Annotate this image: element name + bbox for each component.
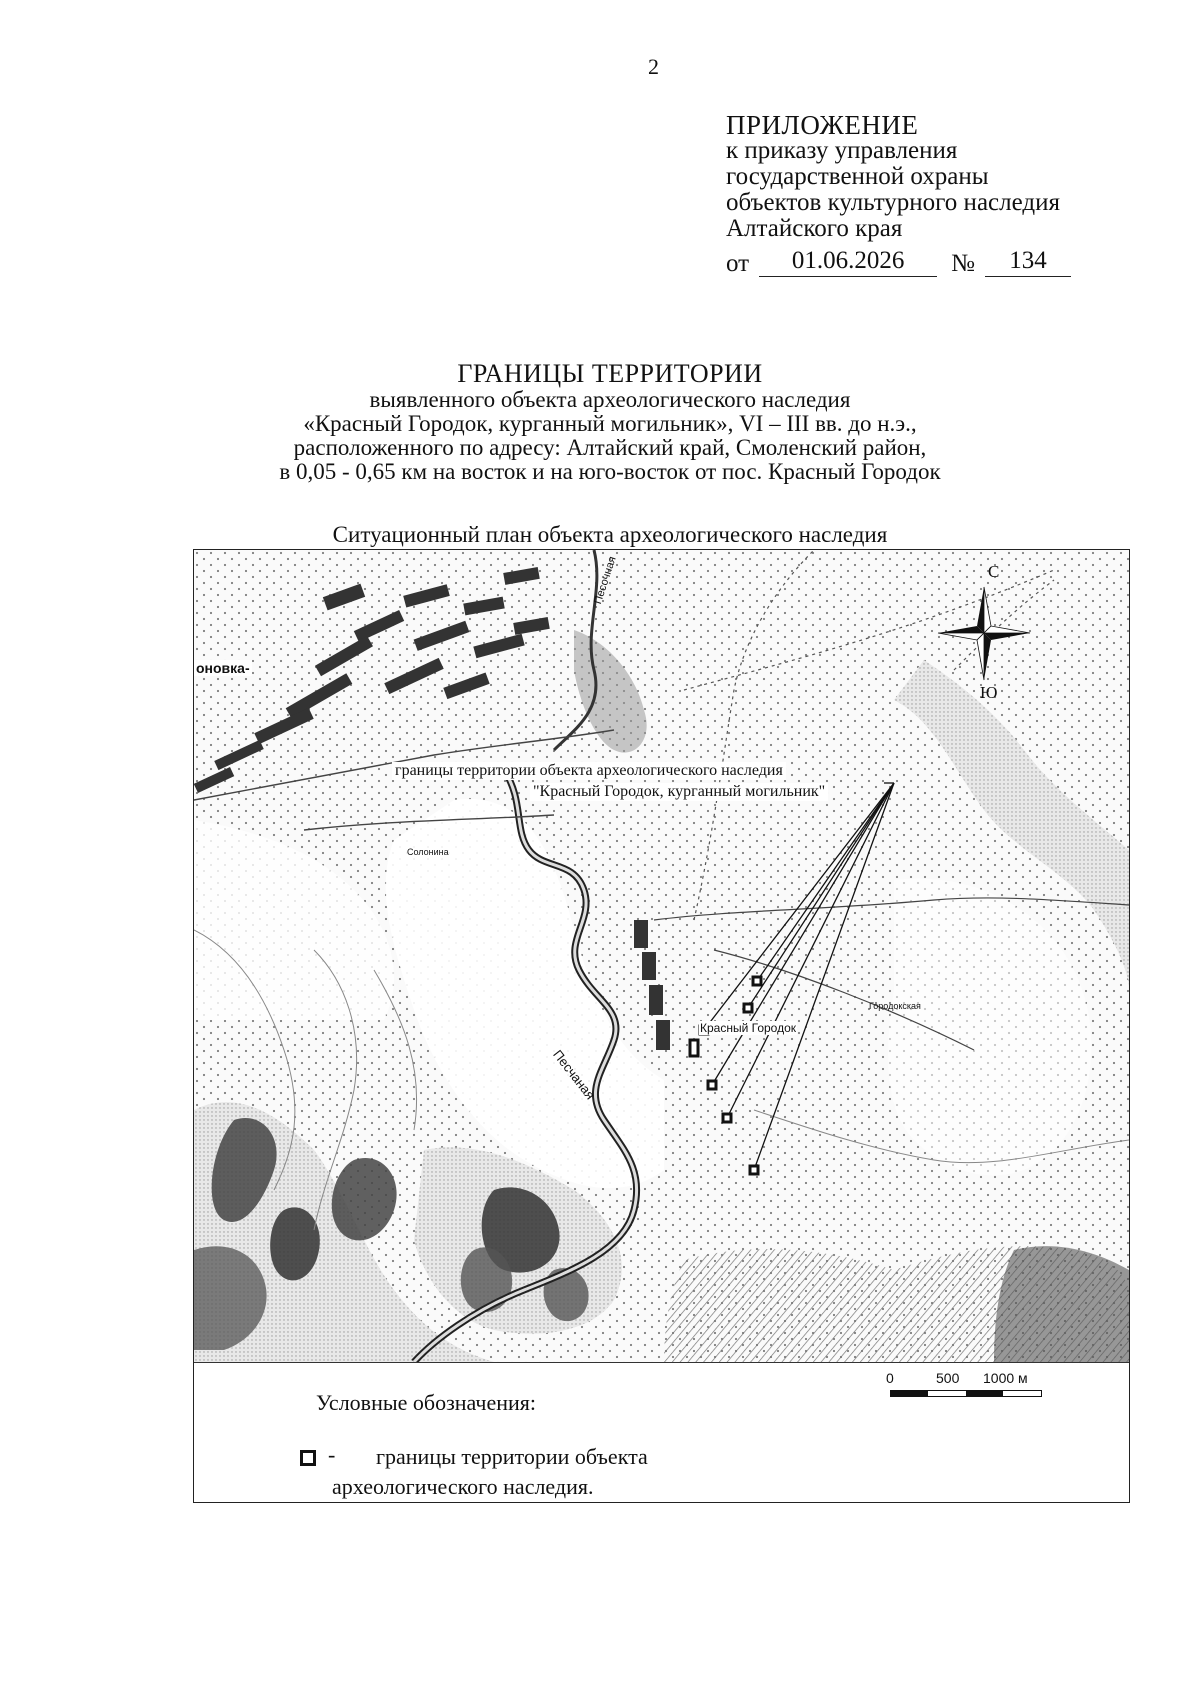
- appendix-line: объектов культурного наследия: [726, 189, 1060, 216]
- scale-tick-0: 0: [886, 1370, 894, 1386]
- river-label: Песчаная: [550, 1047, 598, 1103]
- title-line: «Красный Городок, курганный могильник», VI – III вв. до н.э.,: [303, 411, 917, 436]
- appendix-line: Алтайского края: [726, 215, 903, 242]
- place-label-gorodok: Городокская: [869, 1001, 921, 1011]
- legend-title: Условные обозначения:: [316, 1390, 537, 1415]
- appendix-block: [726, 112, 1146, 277]
- stream-label: Песочная: [592, 555, 619, 606]
- from-label: от: [726, 250, 750, 277]
- order-date: 01.06.2026: [759, 248, 937, 277]
- appendix-heading: ПРИЛОЖЕНИЕ: [726, 110, 919, 140]
- order-line: [726, 248, 1146, 277]
- appendix-line: к приказу управления: [726, 137, 958, 164]
- title-line: расположенного по адресу: Алтайский край, Смоленский район,: [293, 435, 927, 460]
- plan-caption: Ситуационный план объекта археологического наследия: [332, 522, 888, 547]
- village-label: Красный Городок: [700, 1021, 797, 1035]
- document-title: [190, 359, 1030, 484]
- scale-tick-500: 500: [936, 1370, 960, 1386]
- place-label-solonovka: Солонина: [407, 847, 449, 857]
- compass-south-label: Ю: [980, 683, 998, 702]
- place-label-left: оновка-: [196, 660, 250, 676]
- callout-label-line1: границы территории объекта археологического наследия: [392, 762, 786, 780]
- map-area: [194, 550, 1129, 1363]
- number-label: №: [951, 250, 975, 277]
- scale-tick-1000: 1000 м: [983, 1370, 1028, 1386]
- legend-text: границы территории объекта археологического наследия.: [332, 1444, 648, 1499]
- scale-bar: [884, 1370, 1084, 1410]
- dark-slope: [994, 1246, 1129, 1362]
- page-number: 2: [648, 54, 659, 79]
- boundary-marker-symbol: [300, 1450, 316, 1466]
- order-number: 134: [985, 248, 1071, 277]
- title-line: в 0,05 - 0,65 км на восток и на юго-восток от пос. Красный Городок: [279, 459, 941, 484]
- scale-bar-body: [890, 1390, 1042, 1397]
- main-title: ГРАНИЦЫ ТЕРРИТОРИИ: [457, 359, 763, 388]
- legend-dash: -: [328, 1442, 336, 1467]
- callout-label-line2: "Красный Городок, курганный могильник": [530, 783, 828, 801]
- appendix-line: государственной охраны: [726, 163, 989, 190]
- situation-plan: [193, 549, 1130, 1503]
- legend-zone: [194, 1362, 1129, 1502]
- compass-north-label: С: [988, 562, 1000, 581]
- map-drawing: [194, 550, 1129, 1362]
- title-line: выявленного объекта археологического наследия: [369, 387, 851, 412]
